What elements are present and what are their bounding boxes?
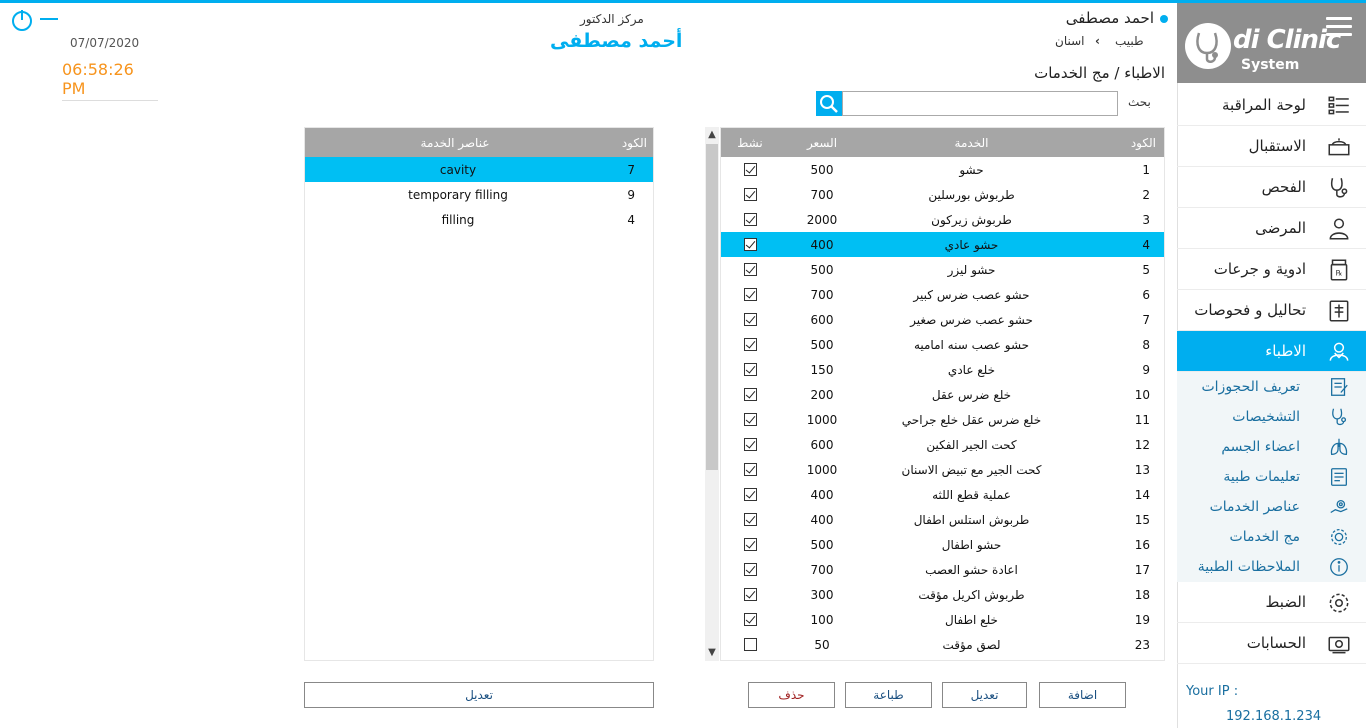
active-checkbox[interactable] xyxy=(744,613,757,626)
submenu-item-label: الملاحظات الطبية xyxy=(1197,559,1300,575)
table-row[interactable] xyxy=(721,307,1164,332)
code-cell: 11 xyxy=(1134,412,1150,427)
logo-subtitle: System xyxy=(1241,57,1300,73)
header-service[interactable]: الخدمة xyxy=(954,135,989,150)
active-checkbox[interactable] xyxy=(744,213,757,226)
instructions-icon xyxy=(1328,466,1350,488)
service-name-cell: عملية قطع اللثه xyxy=(932,487,1011,502)
table-row[interactable] xyxy=(305,207,653,232)
active-cell xyxy=(721,588,779,601)
submenu-item-label: عناصر الخدمات xyxy=(1209,499,1300,515)
service-name-cell: طربوش استلس اطفال xyxy=(913,512,1030,527)
active-cell xyxy=(721,413,779,426)
price-cell: 2000 xyxy=(806,212,838,227)
add-button[interactable]: اضافة xyxy=(1039,682,1126,708)
code-cell: 7 xyxy=(1142,312,1150,327)
price-cell: 700 xyxy=(810,187,834,202)
edit-button[interactable]: تعديل xyxy=(942,682,1027,708)
active-cell xyxy=(721,263,779,276)
active-cell xyxy=(721,338,779,351)
price-cell: 1000 xyxy=(806,462,838,477)
sidebar-item-reception[interactable] xyxy=(1177,126,1366,167)
center-doctor-name: أحمد مصطفى xyxy=(550,30,683,52)
submenu-item-label: التشخيصات xyxy=(1232,409,1300,425)
service-name-cell: طربوش اكريل مؤقت xyxy=(918,587,1025,602)
submenu-item-instructions[interactable] xyxy=(1177,462,1366,492)
element-name-cell: cavity xyxy=(439,162,477,177)
table-row[interactable] xyxy=(305,182,653,207)
header-element-code[interactable]: الكود xyxy=(621,135,647,150)
price-cell: 500 xyxy=(810,537,834,552)
submenu-item-label: مج الخدمات xyxy=(1229,529,1300,545)
user-role: طبيب xyxy=(1115,34,1144,48)
scroll-down-icon[interactable]: ▼ xyxy=(708,647,716,658)
active-checkbox[interactable] xyxy=(744,488,757,501)
table-row[interactable] xyxy=(721,182,1164,207)
submenu-item-service-elements[interactable] xyxy=(1177,492,1366,522)
service-name-cell: حشو اطفال xyxy=(941,537,1002,552)
price-cell: 500 xyxy=(810,162,834,177)
submenu-item-label: اعضاء الجسم xyxy=(1221,439,1300,455)
price-cell: 1000 xyxy=(806,412,838,427)
price-cell: 600 xyxy=(810,312,834,327)
active-cell xyxy=(721,513,779,526)
sidebar-item-patient[interactable] xyxy=(1177,208,1366,249)
service-name-cell: طربوش بورسلين xyxy=(928,187,1015,202)
services-table xyxy=(720,127,1165,661)
logo-title: di Clinic xyxy=(1233,25,1341,55)
active-checkbox[interactable] xyxy=(744,413,757,426)
elements-table-header xyxy=(305,128,653,157)
search-icon xyxy=(816,91,842,116)
element-name-cell: filling xyxy=(441,212,475,227)
active-checkbox[interactable] xyxy=(744,388,757,401)
service-name-cell: اعادة حشو العصب xyxy=(925,562,1018,577)
service-name-cell: كحت الجير الفكين xyxy=(926,437,1017,452)
search-label: بحث xyxy=(1128,95,1151,109)
sidebar-item-accounts[interactable] xyxy=(1177,623,1366,664)
active-cell xyxy=(721,363,779,376)
table-row[interactable] xyxy=(721,407,1164,432)
sidebar-item-label: الضبط xyxy=(1265,593,1306,611)
service-name-cell: حشو عادي xyxy=(944,237,999,252)
active-cell xyxy=(721,188,779,201)
table-row[interactable] xyxy=(721,532,1164,557)
service-name-cell: حشو xyxy=(959,162,984,177)
submenu-item-lungs[interactable] xyxy=(1177,432,1366,462)
code-cell: 3 xyxy=(1142,212,1150,227)
dashboard-icon xyxy=(1326,93,1352,119)
ip-value: 192.168.1.234 xyxy=(1226,709,1322,724)
search-button[interactable] xyxy=(816,91,842,116)
online-status-icon xyxy=(1160,15,1168,23)
top-accent-line xyxy=(0,0,1366,3)
table-row[interactable] xyxy=(721,257,1164,282)
active-cell xyxy=(721,463,779,476)
doctors-submenu xyxy=(1177,372,1366,582)
active-cell xyxy=(721,238,779,251)
services-group-icon xyxy=(1328,526,1350,548)
lab-icon xyxy=(1326,298,1352,324)
search-input[interactable] xyxy=(842,91,1118,116)
service-name-cell: حشو عصب سنه اماميه xyxy=(913,337,1030,352)
active-checkbox[interactable] xyxy=(744,513,757,526)
settings-icon xyxy=(1326,590,1352,616)
active-cell xyxy=(721,613,779,626)
scroll-up-icon[interactable]: ▲ xyxy=(708,129,716,140)
table-row[interactable] xyxy=(721,632,1164,657)
active-checkbox[interactable] xyxy=(744,188,757,201)
sidebar-item-label: تحاليل و فحوصات xyxy=(1194,301,1306,319)
medicine-icon xyxy=(1326,257,1352,283)
code-cell: 13 xyxy=(1134,462,1150,477)
service-elements-table xyxy=(304,127,654,661)
active-cell xyxy=(721,163,779,176)
chevron-left-icon: ‹ xyxy=(1095,34,1100,48)
service-name-cell: طربوش زيركون xyxy=(931,212,1012,227)
header-price[interactable]: السعر xyxy=(806,135,838,150)
table-row[interactable] xyxy=(721,282,1164,307)
sidebar-item-lab[interactable] xyxy=(1177,290,1366,331)
table-row[interactable] xyxy=(721,157,1164,182)
sidebar-item-label: الاطباء xyxy=(1265,342,1306,360)
active-cell xyxy=(721,638,779,651)
price-cell: 50 xyxy=(814,637,830,652)
user-specialty: اسنان xyxy=(1055,34,1085,48)
code-cell: 14 xyxy=(1134,487,1150,502)
sidebar-item-label: ادوية و جرعات xyxy=(1213,260,1306,278)
active-checkbox[interactable] xyxy=(744,363,757,376)
power-icon[interactable] xyxy=(10,8,34,32)
sidebar-item-label: الفحص xyxy=(1261,178,1306,196)
print-button[interactable]: طباعة xyxy=(845,682,932,708)
active-checkbox[interactable] xyxy=(744,638,757,651)
price-cell: 200 xyxy=(810,387,834,402)
active-checkbox[interactable] xyxy=(744,313,757,326)
logo-area xyxy=(1177,3,1366,83)
service-name-cell: لصق مؤقت xyxy=(942,637,1001,652)
price-cell: 500 xyxy=(810,337,834,352)
submenu-item-diagnosis[interactable] xyxy=(1177,402,1366,432)
services-table-body xyxy=(721,157,1164,657)
service-name-cell: خلع ضرس عقل خلع جراحي xyxy=(901,412,1042,427)
active-checkbox[interactable] xyxy=(744,463,757,476)
code-cell: 4 xyxy=(1142,237,1150,252)
active-checkbox[interactable] xyxy=(744,163,757,176)
active-cell xyxy=(721,488,779,501)
center-label: مركز الدكتور xyxy=(580,12,644,26)
patient-icon xyxy=(1326,216,1352,242)
header-element[interactable]: عناصر الخدمة xyxy=(420,135,490,150)
price-cell: 700 xyxy=(810,287,834,302)
table-row[interactable] xyxy=(721,607,1164,632)
service-elements-icon xyxy=(1328,496,1350,518)
active-checkbox[interactable] xyxy=(744,438,757,451)
code-cell: 1 xyxy=(1142,162,1150,177)
service-name-cell: حشو ليزر xyxy=(947,262,996,277)
element-code-cell: 4 xyxy=(627,212,635,227)
accounts-icon xyxy=(1326,631,1352,657)
submenu-item-label: تعريف الحجوزات xyxy=(1201,379,1300,395)
submenu-item-services-group[interactable] xyxy=(1177,522,1366,552)
table-row[interactable] xyxy=(721,232,1164,257)
active-cell xyxy=(721,288,779,301)
services-table-header xyxy=(721,128,1164,157)
active-cell xyxy=(721,563,779,576)
element-name-cell: temporary filling xyxy=(408,187,508,202)
service-name-cell: كحت الجير مع تبيض الاسنان xyxy=(901,462,1042,477)
breadcrumb: الاطباء / مج الخدمات xyxy=(1034,64,1165,82)
service-name-cell: خلع ضرس عقل xyxy=(931,387,1012,402)
sidebar-item-dashboard[interactable] xyxy=(1177,85,1366,126)
code-cell: 19 xyxy=(1134,612,1150,627)
sidebar-item-label: لوحة المراقبة xyxy=(1222,96,1306,114)
price-cell: 300 xyxy=(810,587,834,602)
price-cell: 400 xyxy=(810,237,834,252)
sidebar-item-label: الاستقبال xyxy=(1248,137,1306,155)
delete-button[interactable]: حذف xyxy=(748,682,835,708)
table-row[interactable] xyxy=(721,457,1164,482)
price-cell: 150 xyxy=(810,362,834,377)
sidebar-item-settings[interactable] xyxy=(1177,582,1366,623)
table-row[interactable] xyxy=(721,357,1164,382)
header-code[interactable]: الكود xyxy=(1130,135,1156,150)
code-cell: 5 xyxy=(1142,262,1150,277)
sidebar xyxy=(1177,3,1366,728)
header-active[interactable]: نشط xyxy=(737,135,763,150)
sidebar-item-stethoscope[interactable] xyxy=(1177,167,1366,208)
element-code-cell: 9 xyxy=(627,187,635,202)
active-cell xyxy=(721,388,779,401)
code-cell: 15 xyxy=(1134,512,1150,527)
sidebar-item-medicine[interactable] xyxy=(1177,249,1366,290)
logo-stethoscope-icon xyxy=(1185,23,1231,69)
table-row[interactable] xyxy=(721,507,1164,532)
stethoscope-icon xyxy=(1326,175,1352,201)
sidebar-item-doctors[interactable] xyxy=(1177,331,1366,372)
code-cell: 23 xyxy=(1134,637,1150,652)
active-checkbox[interactable] xyxy=(744,263,757,276)
active-cell xyxy=(721,538,779,551)
service-name-cell: حشو عصب ضرس كبير xyxy=(913,287,1030,302)
table-row[interactable] xyxy=(721,557,1164,582)
price-cell: 400 xyxy=(810,512,834,527)
table-row[interactable] xyxy=(721,207,1164,232)
active-checkbox[interactable] xyxy=(744,588,757,601)
elements-table-body xyxy=(305,157,653,232)
code-cell: 12 xyxy=(1134,437,1150,452)
ip-label: Your IP : xyxy=(1186,684,1239,699)
sidebar-item-label: المرضى xyxy=(1255,219,1306,237)
code-cell: 8 xyxy=(1142,337,1150,352)
reception-icon xyxy=(1326,134,1352,160)
submenu-item-label: تعليمات طبية xyxy=(1223,469,1300,485)
table-row[interactable] xyxy=(721,582,1164,607)
user-name: احمد مصطفى xyxy=(1065,9,1154,27)
service-name-cell: خلع اطفال xyxy=(945,612,998,627)
element-code-cell: 7 xyxy=(627,162,635,177)
active-checkbox[interactable] xyxy=(744,338,757,351)
code-cell: 17 xyxy=(1134,562,1150,577)
code-cell: 18 xyxy=(1134,587,1150,602)
table-row[interactable] xyxy=(721,432,1164,457)
active-checkbox[interactable] xyxy=(744,563,757,576)
price-cell: 700 xyxy=(810,562,834,577)
table-row[interactable] xyxy=(721,382,1164,407)
active-cell xyxy=(721,213,779,226)
active-checkbox[interactable] xyxy=(744,238,757,251)
table-row[interactable] xyxy=(721,482,1164,507)
doctors-icon xyxy=(1326,339,1352,365)
price-cell: 100 xyxy=(810,612,834,627)
service-name-cell: حشو عصب ضرس صغير xyxy=(910,312,1033,327)
booking-icon xyxy=(1328,376,1350,398)
price-cell: 400 xyxy=(810,487,834,502)
code-cell: 9 xyxy=(1142,362,1150,377)
submenu-item-booking[interactable] xyxy=(1177,372,1366,402)
code-cell: 2 xyxy=(1142,187,1150,202)
sidebar-menu xyxy=(1177,85,1366,664)
minimize-icon[interactable] xyxy=(40,18,58,20)
table-row[interactable] xyxy=(305,157,653,182)
code-cell: 6 xyxy=(1142,287,1150,302)
active-cell xyxy=(721,313,779,326)
sidebar-item-label: الحسابات xyxy=(1246,634,1306,652)
lungs-icon xyxy=(1328,436,1350,458)
active-cell xyxy=(721,438,779,451)
scroll-thumb[interactable] xyxy=(706,144,718,470)
service-name-cell: خلع عادي xyxy=(947,362,996,377)
submenu-item-info[interactable] xyxy=(1177,552,1366,582)
price-cell: 500 xyxy=(810,262,834,277)
code-cell: 10 xyxy=(1134,387,1150,402)
svg-text:℞: ℞ xyxy=(1335,268,1343,278)
current-time: 06:58:26 PM xyxy=(62,60,158,101)
edit-elements-button[interactable]: تعديل xyxy=(304,682,654,708)
price-cell: 600 xyxy=(810,437,834,452)
active-checkbox[interactable] xyxy=(744,288,757,301)
table-row[interactable] xyxy=(721,332,1164,357)
info-icon xyxy=(1328,556,1350,578)
diagnosis-icon xyxy=(1328,406,1350,428)
services-scrollbar[interactable] xyxy=(705,127,719,661)
active-checkbox[interactable] xyxy=(744,538,757,551)
code-cell: 16 xyxy=(1134,537,1150,552)
current-date: 07/07/2020 xyxy=(70,36,140,50)
